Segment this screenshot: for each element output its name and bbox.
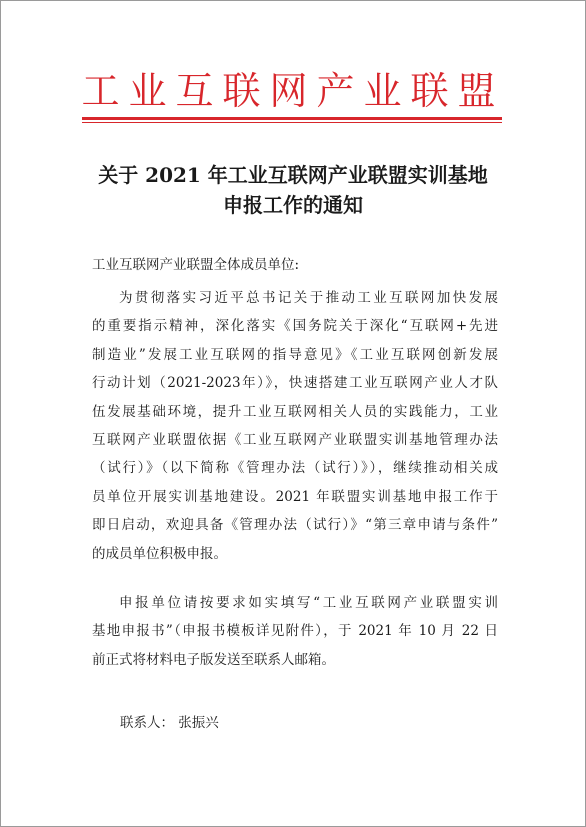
paragraph-2 (92, 589, 498, 674)
letterhead-red-rule (82, 117, 502, 120)
paragraph-line: 制造业”发展工业互联网的指导意见》《工业互联网创新发展 (92, 346, 498, 363)
document-title (0, 160, 586, 220)
paragraph-line: 基地申报书”（申报书模板详见附件），于 2021 年 10 月 22 日 (92, 623, 498, 640)
paragraph-line: 行动计划（2021-2023年）》，快速搭建工业互联网产业人才队 (92, 375, 498, 392)
contact-person: 联系人： 张振兴 (120, 715, 219, 731)
paragraph-line: 即日启动，欢迎具备《管理办法（试行）》“第三章申请与条件” (92, 517, 498, 534)
letterhead-org-name: 工业互联网产业联盟 (81, 69, 505, 113)
paragraph-line: 员单位开展实训基地建设。2021 年联盟实训基地申报工作于 (92, 488, 498, 505)
title-line-2: 申报工作的通知 (223, 193, 363, 217)
paragraph-line: 前正式将材料电子版发送至联系人邮箱。 (92, 651, 335, 668)
salutation: 工业互联网产业联盟全体成员单位: (92, 257, 300, 273)
paragraph-line: 为贯彻落实习近平总书记关于推动工业互联网加快发展 (119, 290, 498, 306)
paragraph-line: 的成员单位积极申报。 (92, 545, 227, 562)
paragraph-line: 伍发展基础环境，提升工业互联网相关人员的实践能力，工业 (92, 403, 498, 420)
paragraph-line: 申报单位请按要求如实填写“工业互联网产业联盟实训 (119, 595, 498, 611)
paragraph-line: 的重要指示精神，深化落实《国务院关于深化“互联网+先进 (92, 318, 498, 335)
title-line-1: 关于 2021 年工业互联网产业联盟实训基地 (98, 163, 488, 187)
paragraph-line: （试行）》（以下简称《管理办法（试行）》），继续推动相关成 (92, 460, 498, 477)
letterhead-red-rule-thin (82, 122, 502, 123)
paragraph-1 (92, 284, 498, 568)
paragraph-line: 互联网产业联盟依据《工业互联网产业联盟实训基地管理办法 (92, 432, 498, 449)
